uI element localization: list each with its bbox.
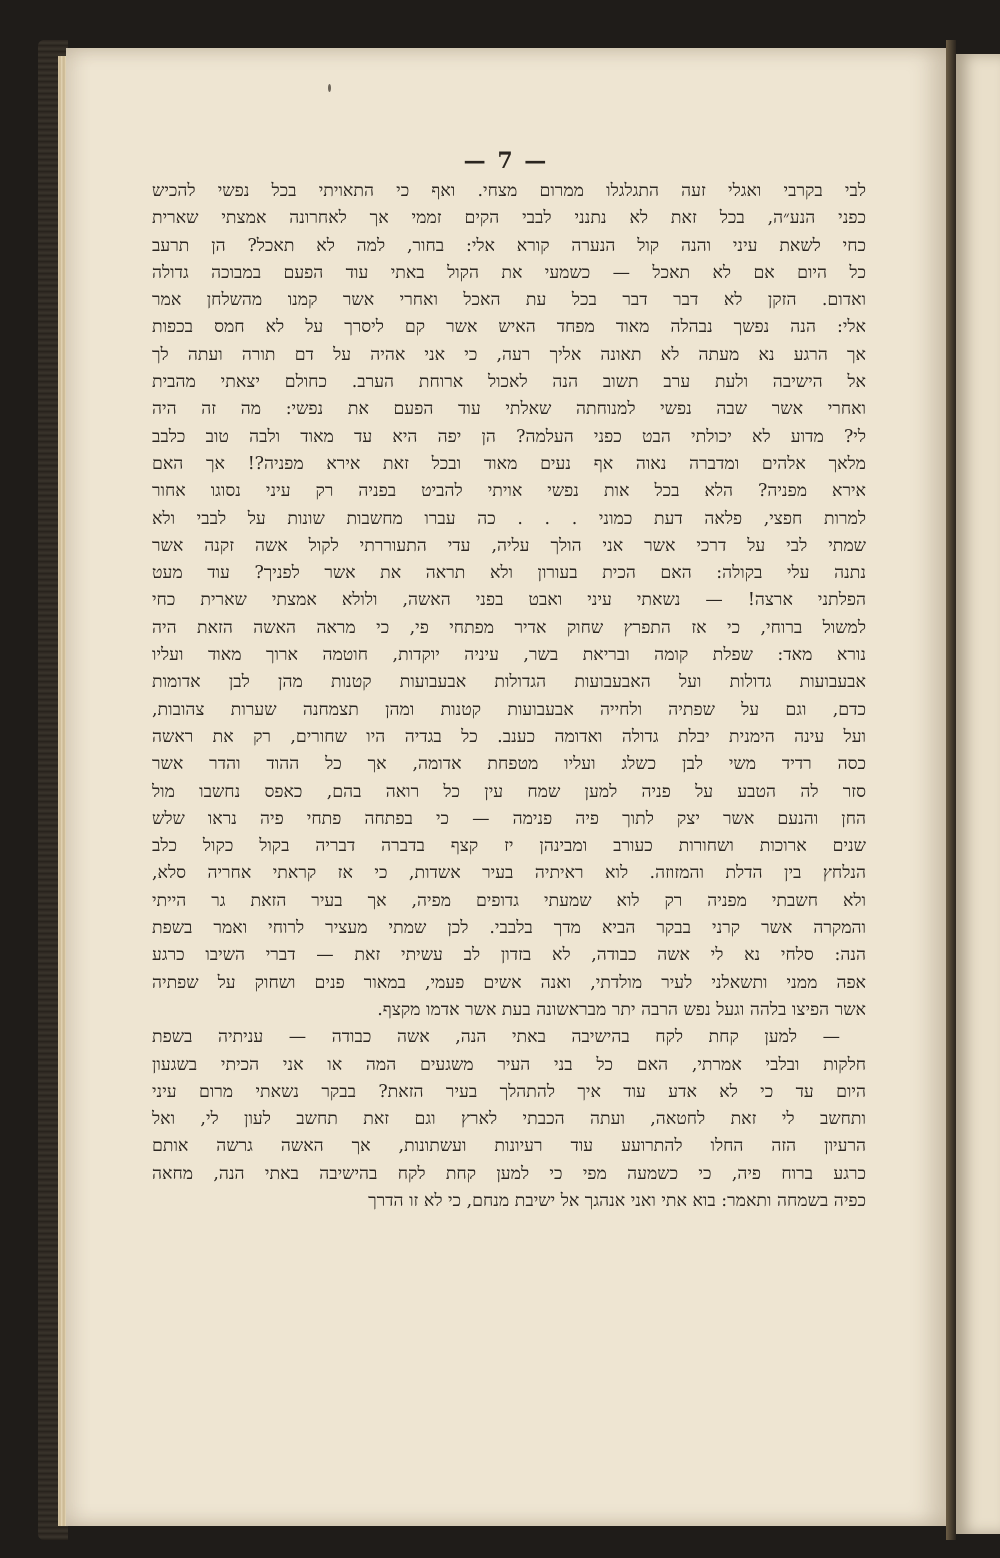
text-line: ועל עינה הימנית יבלת גדולה ואדומה כענב. כל בגדיה היו שחורים, רק את ראשה bbox=[152, 726, 866, 747]
text-line: כל היום אם לא תאכל — כשמעי את הקול באתי עוד הפעם במבוכה גדולה bbox=[152, 262, 866, 283]
book-page bbox=[66, 48, 946, 1526]
text-line: שנים ארוכות ושחורות כעורב ומבינהן יז קצף בדברה דבריה בקול כקול כלב bbox=[152, 836, 866, 857]
page-number: — 7 — bbox=[463, 148, 549, 174]
text-line: והמקרה אשר קרני בבקר הביא מדך בלבבי. לכן שמתי מעציר לרוחי ואמר בשפת bbox=[152, 918, 866, 939]
text-line: אך הרגע נא מעתה לא תאונה אליך רעה, כי אני אהיה על דם תורה ועתה לך bbox=[152, 344, 866, 365]
text-line: אל הישיבה ולעת ערב תשוב הנה לאכול ארוחת הערב. כחולם יצאתי מהבית bbox=[152, 372, 866, 393]
text-line: ולא חשבתי מפניה רק לוא שמעתי גדופים מפיה, אך בעיר הזאת גר הייתי bbox=[152, 890, 866, 911]
text-line: נורא מאד: שפלת קומה ובריאת בשר, עיניה יוקדות, חוטמה ארוך מאוד ועליו bbox=[152, 645, 866, 666]
text-line: ואדום. הזקן לא דבר דבר בכל עת האכל ואחרי אשר קמנו מהשלחן אמר bbox=[152, 290, 866, 311]
text-line: הפלתני ארצה! — נשאתי עיני ואבט בפני האשה, ולולא אמצתי שארית כחי bbox=[152, 590, 866, 611]
text-line: חלקות ובלבי אמרתי, האם כל בני העיר משגעים המה או אני הכיתי בשגעון bbox=[152, 1054, 866, 1075]
text-line: ותחשב לי זאת לחטאה, ועתה הכבתי לארץ וגם זאת תחשב לעון לי, ואל bbox=[152, 1109, 866, 1130]
text-line: אירא מפניה? הלא בכל אות נפשי אויתי להביט בפניה רק עיני נסוגו אחור bbox=[152, 481, 866, 502]
text-line: כסה רדיד משי לבן כשלג ועליו מטפחת אדומה, אך כל ההוד והדר אשר bbox=[152, 754, 866, 775]
body-text bbox=[152, 178, 866, 1215]
facing-page-edge bbox=[956, 54, 1000, 1534]
text-line: ואחרי אשר שבה נפשי למנוחתה שאלתי עוד הפעם את נפשי: מה זה היה bbox=[152, 399, 866, 420]
text-line: למרות חפצי, פלאה דעת כמוני . . . כה עברו מחשבות שונות על לבבי ולא bbox=[152, 508, 866, 529]
text-line: אבעבועות גדולות ועל האבעבועות הגדולות אבעבועות קטנות מהן לבן אדומות bbox=[152, 672, 866, 693]
text-line: לבי בקרבי ואגלי זעה התגלגלו ממרום מצחי. ואף כי התאויתי בכל נפשי להכיש bbox=[152, 181, 866, 201]
text-line: שמתי לבי על דרכי אשר אני הולך עליה, עדי התעוררתי לקול אשה זקנה אשר bbox=[152, 535, 866, 556]
text-line: — למען קחת לקח בהישיבה באתי הנה, אשה כבודה — עניתיה בשפת bbox=[152, 1027, 840, 1048]
page-speck bbox=[328, 84, 331, 92]
text-line: אשר הפיצו בלהה וגעל נפש הרבה יתר מבראשונה בעת אשר אדמו מקצף. bbox=[377, 999, 866, 1020]
text-line: כפיה בשמחה ותאמר: בוא אתי ואני אנהגך אל ישיבת מנחם, כי לא זו הדרך bbox=[368, 1190, 866, 1211]
text-line: הנלחץ בין הדלת והמזוזה. לוא ראיתיה בעיר אשדות, כי אז קראתי אחריה סלא, bbox=[152, 863, 866, 884]
text-line: החן והנעם אשר יצק לתוך פיה פנימה — כי בפתחה פתחי פיה נראו שלש bbox=[152, 808, 866, 829]
text-line: כרגע ברוח פיה, כי כשמעה מפי כי למען קחת לקח בהישיבה באתי הנה, מחאה bbox=[152, 1163, 866, 1184]
text-line: כחי לשאת עיני והנה קול הנערה קורא אלי: בחור, למה לא תאכל? הן תרעב bbox=[152, 235, 866, 256]
text-line: למשול ברוחי, כי אז התפרץ שחוק אדיר מפתחי פי, כי מראה האשה הזאת היה bbox=[152, 617, 866, 638]
text-line: סזר לה הטבע על פניה למען שמח עין כל רואה בהם, כאפס נחשבו מול bbox=[152, 781, 866, 802]
text-line: מלאך אלהים ומדברה נאוה אף נעים מאוד ובכל זאת אירא מפניה?! אך האם bbox=[152, 453, 866, 474]
text-line: היום עד כי לא אדע עוד איך להתהלך בעיר הזאת? בבקר נשאתי מרום עיני bbox=[152, 1081, 866, 1102]
text-line: אלי: הנה נפשך נבהלה מאוד מפחד האיש אשר קם ליסרך על לא חמס בכפות bbox=[152, 317, 866, 338]
text-line: כדם, וגם על שפתיה ולחייה אבעבועות קטנות ומהן תצמחנה שערות צהובות, bbox=[152, 699, 866, 720]
text-line: כפני הנע״ה, בכל זאת לא נתנני לבבי הקים זממי אך לאחרונה אמצתי שארית bbox=[152, 208, 866, 229]
text-line: אפה ממני ותשאלני לעיר מולדתי, ואנה אשים פעמי, במאור פנים ושחוק על שפתיה bbox=[152, 972, 866, 993]
text-line: לי? מדוע לא יכולתי הבט כפני העלמה? הן יפה היא עד מאוד ולבה טוב כלבב bbox=[152, 426, 866, 447]
text-line: הנה: סלחי נא לי אשה כבודה, לא בזדון לב עשיתי זאת — דברי השיבו כרגע bbox=[152, 945, 866, 966]
text-line: נתנה עלי בקולה: האם הכית בעורון ולא תראה את אשר לפניך? עוד מעט bbox=[152, 563, 866, 584]
book-gutter bbox=[946, 40, 956, 1540]
text-line: הרעיון הזה החלו להתרועע עוד רעיונות ועשתונות, אך האשה גרשה אותם bbox=[152, 1136, 866, 1157]
